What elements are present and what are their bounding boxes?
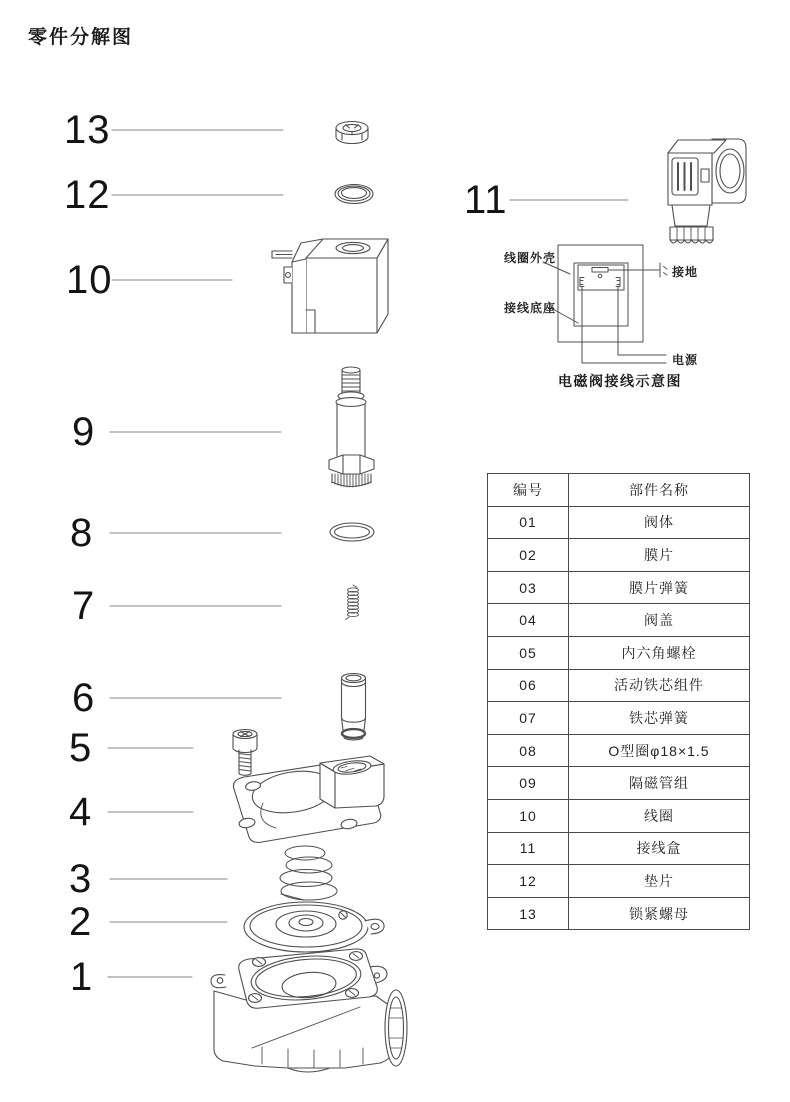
callout-8: 8 <box>70 511 94 555</box>
table-row <box>488 865 750 898</box>
part-name: 阀盖 <box>569 604 750 637</box>
part-no: 03 <box>488 571 569 604</box>
part-no: 05 <box>488 636 569 669</box>
part-no: 07 <box>488 702 569 735</box>
part-10-coil <box>272 239 388 333</box>
callout-3: 3 <box>69 857 93 901</box>
terminal-base-label: 接线底座 <box>504 301 557 315</box>
part-no: 01 <box>488 506 569 539</box>
table-header-no: 编号 <box>488 474 569 507</box>
callout-5: 5 <box>69 726 93 770</box>
part-13-lock-nut <box>336 122 368 144</box>
wiring-diagram-caption: 电磁阀接线示意图 <box>558 373 682 389</box>
part-name: 膜片 <box>569 539 750 572</box>
part-no: 11 <box>488 832 569 865</box>
part-9-guide-tube-assembly <box>329 367 374 487</box>
parts-table <box>487 473 750 930</box>
part-3-diaphragm-spring <box>280 846 337 900</box>
callout-11: 11 <box>464 178 508 222</box>
part-name: 线圈 <box>569 799 750 832</box>
part-1-valve-body <box>211 949 407 1072</box>
callout-7: 7 <box>72 584 96 628</box>
part-no: 06 <box>488 669 569 702</box>
table-row <box>488 669 750 702</box>
part-no: 09 <box>488 767 569 800</box>
part-no: 02 <box>488 539 569 572</box>
wiring-schematic <box>543 245 667 363</box>
callout-2: 2 <box>69 900 93 944</box>
callout-10: 10 <box>66 258 113 302</box>
callout-1: 1 <box>70 955 94 999</box>
table-row <box>488 539 750 572</box>
callout-4: 4 <box>69 790 93 834</box>
callout-12: 12 <box>64 173 111 217</box>
table-row <box>488 604 750 637</box>
table-row <box>488 897 750 930</box>
part-no: 12 <box>488 865 569 898</box>
table-row <box>488 702 750 735</box>
part-7-core-spring <box>346 585 359 620</box>
part-no: 13 <box>488 897 569 930</box>
part-no: 10 <box>488 799 569 832</box>
part-name: 垫片 <box>569 865 750 898</box>
part-4-valve-cover <box>233 756 384 842</box>
part-2-diaphragm <box>244 902 384 952</box>
part-name: 接线盒 <box>569 832 750 865</box>
part-name: 活动铁芯组件 <box>569 669 750 702</box>
ground-label: 接地 <box>672 265 699 279</box>
part-name: 膜片弹簧 <box>569 571 750 604</box>
part-name: 锁紧螺母 <box>569 897 750 930</box>
table-header-row <box>488 474 750 507</box>
part-name: 铁芯弹簧 <box>569 702 750 735</box>
power-label: 电源 <box>672 353 699 367</box>
part-name: O型圈φ18×1.5 <box>569 734 750 767</box>
table-header-name: 部件名称 <box>569 474 750 507</box>
table-row <box>488 832 750 865</box>
table-row <box>488 734 750 767</box>
table-row <box>488 506 750 539</box>
page-title: 零件分解图 <box>28 27 134 48</box>
callout-13: 13 <box>64 108 111 152</box>
table-row <box>488 636 750 669</box>
part-6-plunger <box>342 674 366 740</box>
part-name: 内六角螺栓 <box>569 636 750 669</box>
part-5-socket-bolt <box>233 730 257 776</box>
part-no: 04 <box>488 604 569 637</box>
table-row <box>488 767 750 800</box>
part-11-connector-box <box>668 139 746 243</box>
part-no: 08 <box>488 734 569 767</box>
part-12-washer <box>335 185 373 204</box>
table-row <box>488 799 750 832</box>
coil-housing-label: 线圈外壳 <box>504 251 557 265</box>
part-name: 阀体 <box>569 506 750 539</box>
callout-9: 9 <box>72 410 96 454</box>
part-name: 隔磁管组 <box>569 767 750 800</box>
callout-6: 6 <box>72 676 96 720</box>
part-8-o-ring <box>330 523 374 541</box>
table-row <box>488 571 750 604</box>
